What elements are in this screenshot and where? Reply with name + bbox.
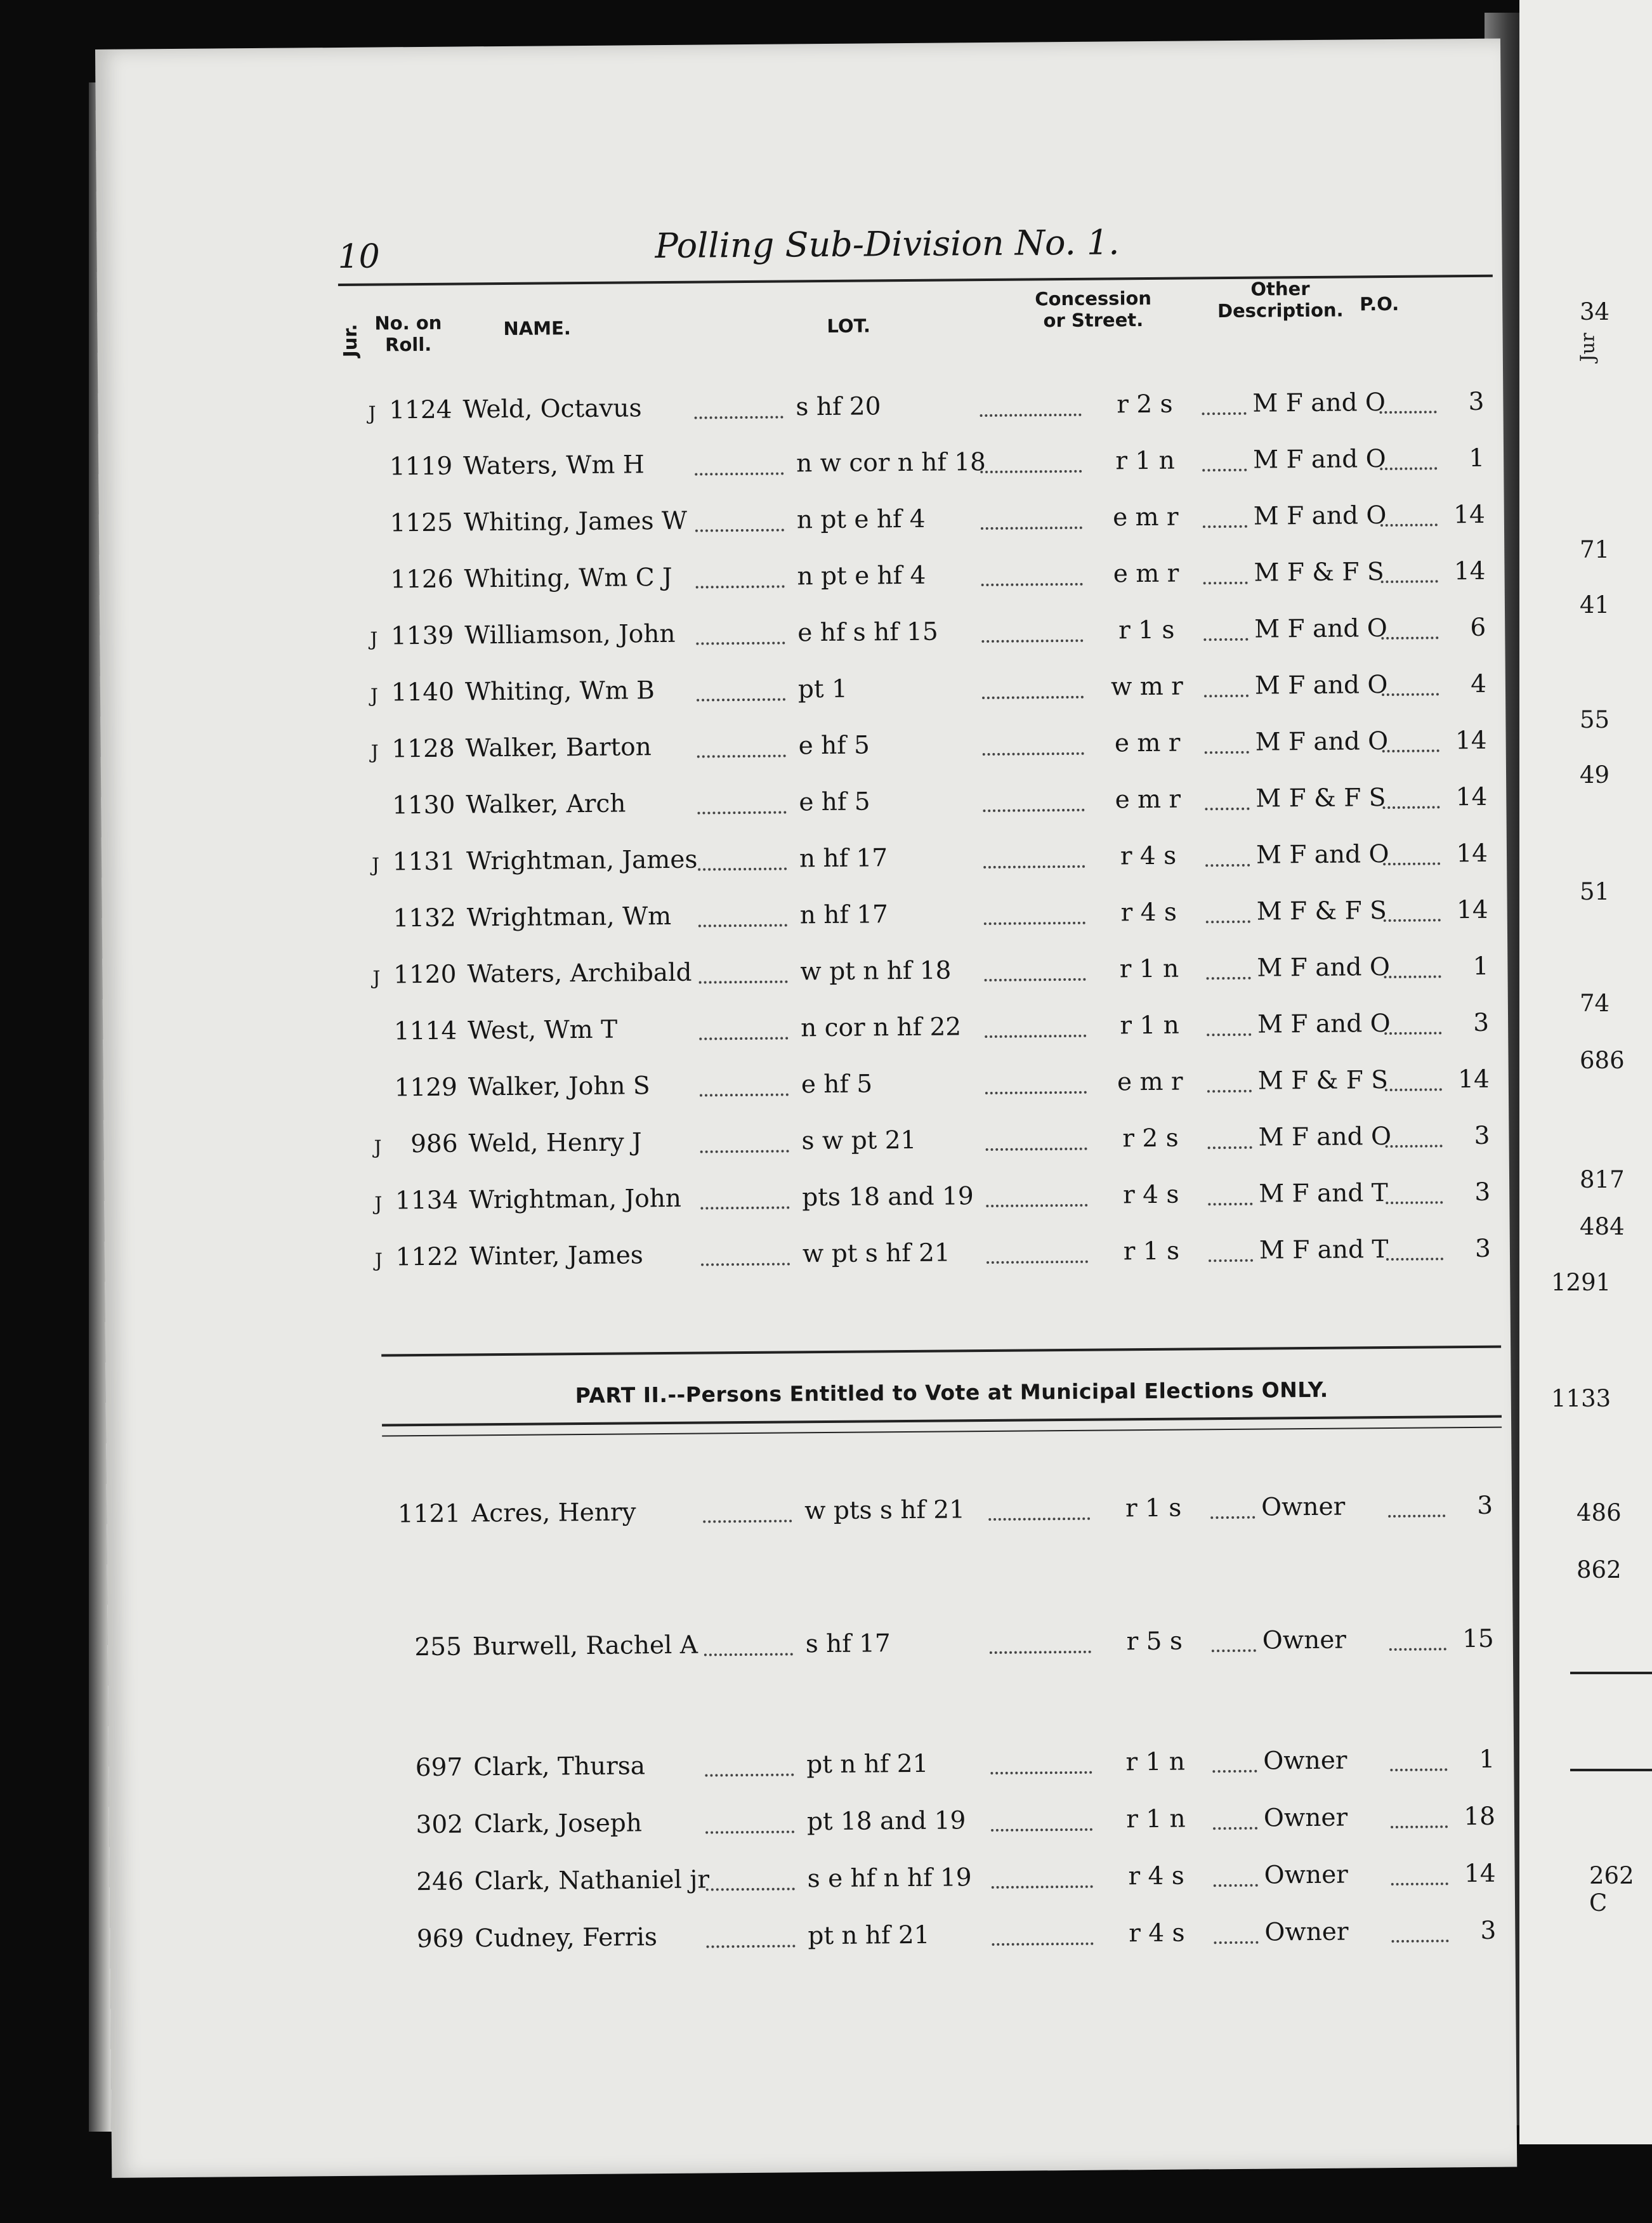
voter-name: Weld, Henry J <box>468 1128 642 1158</box>
post-office: 3 <box>1468 387 1485 417</box>
description: M F and O <box>1255 840 1389 870</box>
concession: r 1 n <box>1126 1804 1186 1834</box>
voter-row <box>348 1492 1502 1540</box>
roll-number: 1121 <box>397 1499 461 1529</box>
dot-leader <box>1380 467 1437 470</box>
col-header-description: Other Description. <box>1217 277 1344 322</box>
facing-roll: 51 <box>1580 878 1610 905</box>
facing-roll: 71 <box>1580 536 1610 563</box>
concession: e m r <box>1117 1067 1183 1097</box>
roll-number: 986 <box>410 1129 458 1159</box>
post-office: 18 <box>1464 1802 1496 1832</box>
jur-mark: J <box>374 1193 383 1216</box>
facing-page <box>1519 0 1652 2144</box>
voter-row <box>340 557 1495 605</box>
dot-leader <box>1389 1648 1446 1651</box>
voter-name: Whiting, Wm B <box>464 676 655 707</box>
dot-leader <box>695 416 783 419</box>
voter-row <box>343 896 1498 944</box>
post-office: 14 <box>1456 895 1488 925</box>
facing-roll: 41 <box>1580 591 1610 619</box>
dot-leader <box>1382 749 1439 752</box>
dot-leader <box>1384 919 1441 922</box>
dot-leader <box>697 698 785 701</box>
dot-leader <box>1390 1768 1447 1771</box>
voter-row <box>339 444 1494 492</box>
post-office: 3 <box>1477 1491 1493 1520</box>
dot-leader <box>698 924 787 927</box>
dot-leader <box>706 1887 795 1891</box>
dot-leader <box>991 1828 1092 1832</box>
concession: r 2 s <box>1122 1124 1179 1153</box>
post-office: 3 <box>1474 1234 1491 1263</box>
concession: r 1 n <box>1115 446 1176 476</box>
dot-leader <box>1214 1884 1258 1887</box>
dot-leader <box>697 811 786 814</box>
dot-leader <box>699 1037 788 1040</box>
col-header-name: NAME. <box>503 317 572 339</box>
dot-leader <box>988 1518 1090 1521</box>
dot-leader <box>992 1943 1093 1946</box>
facing-roll: 1291 <box>1551 1269 1611 1296</box>
roll-number: 1120 <box>393 960 457 990</box>
dot-leader <box>705 1830 794 1833</box>
dot-leader <box>1202 412 1247 416</box>
dot-leader <box>1213 1827 1257 1830</box>
post-office: 14 <box>1453 500 1486 530</box>
dot-leader <box>980 414 1082 417</box>
lot: s w pt 21 <box>801 1125 917 1156</box>
lot: w pt s hf 21 <box>802 1238 950 1269</box>
facing-header: Jur <box>1577 332 1599 362</box>
description: M F and T <box>1259 1179 1388 1209</box>
section-rule-top <box>381 1346 1501 1357</box>
facing-roll: 686 <box>1580 1047 1625 1074</box>
dot-leader <box>1386 1144 1443 1148</box>
dot-leader <box>1384 1032 1441 1035</box>
dot-leader <box>700 1206 789 1209</box>
dot-leader <box>980 470 1082 473</box>
voter-name: Winter, James <box>469 1241 643 1271</box>
dot-leader <box>1382 693 1439 696</box>
voter-name: Clark, Thursa <box>473 1752 646 1782</box>
voter-row <box>345 1178 1500 1226</box>
section-rule-mid <box>382 1415 1502 1427</box>
roll-number: 1129 <box>394 1073 458 1103</box>
dot-leader <box>1203 638 1248 641</box>
lot: pt n hf 21 <box>808 1920 930 1951</box>
jur-mark: J <box>371 854 380 877</box>
description: M F and T <box>1259 1235 1389 1265</box>
voter-row <box>344 1122 1499 1170</box>
post-office: 14 <box>1456 839 1488 869</box>
dot-leader <box>1204 695 1249 698</box>
concession: r 4 s <box>1120 841 1177 871</box>
roll-number: 1131 <box>392 847 456 877</box>
description: M F and O <box>1257 953 1391 983</box>
description: M F and O <box>1258 1122 1392 1152</box>
voter-row <box>344 1065 1499 1113</box>
roll-number: 1132 <box>393 903 456 933</box>
voter-row <box>346 1235 1500 1283</box>
concession: e m r <box>1113 559 1179 589</box>
lot: pt n hf 21 <box>806 1749 929 1780</box>
description: M F and O <box>1257 1009 1391 1039</box>
jur-mark: J <box>374 1249 383 1272</box>
post-office: 3 <box>1474 1121 1490 1150</box>
dot-leader <box>1209 1259 1253 1262</box>
dot-leader <box>985 978 1086 981</box>
description: M F & F S <box>1255 784 1386 813</box>
roll-number: 1119 <box>389 452 453 482</box>
voter-name: Waters, Archibald <box>467 958 692 989</box>
dot-leader <box>986 1204 1087 1207</box>
post-office: 1 <box>1479 1745 1495 1774</box>
dot-leader <box>696 641 785 645</box>
voter-row <box>341 613 1495 662</box>
section-rule-bottom <box>382 1427 1502 1437</box>
lot: pt 18 and 19 <box>806 1806 966 1837</box>
col-header-roll: No. on Roll. <box>374 311 442 356</box>
description: M F & F S <box>1257 1066 1389 1096</box>
dot-leader <box>1391 1882 1448 1885</box>
lot: s e hf n hf 19 <box>807 1863 972 1894</box>
description: Owner <box>1263 1803 1348 1833</box>
dot-leader <box>985 1091 1087 1094</box>
facing-roll: 484 <box>1580 1213 1625 1240</box>
dot-leader <box>1203 525 1247 528</box>
concession: w m r <box>1110 672 1184 702</box>
lot: s hf 20 <box>796 392 881 422</box>
dot-leader <box>1207 1033 1251 1037</box>
post-office: 4 <box>1470 669 1487 699</box>
roll-number: 1114 <box>393 1016 457 1046</box>
voter-name: Weld, Octavus <box>462 394 642 424</box>
dot-leader <box>981 527 1082 530</box>
lot: s hf 17 <box>805 1629 891 1659</box>
dot-leader <box>1391 1825 1448 1828</box>
dot-leader <box>1208 1203 1252 1206</box>
jur-mark: J <box>370 628 378 651</box>
concession: r 1 s <box>1125 1493 1182 1523</box>
voter-row <box>351 1917 1505 1965</box>
dot-leader <box>1383 862 1440 865</box>
voter-name: Walker, Barton <box>465 733 652 763</box>
concession: r 1 n <box>1125 1747 1186 1777</box>
jur-mark: J <box>370 741 379 764</box>
voter-row <box>342 783 1497 831</box>
voter-name: Walker, John S <box>468 1072 650 1102</box>
description: M F & F S <box>1254 558 1384 587</box>
voter-name: Wrightman, John <box>469 1184 682 1215</box>
roll-number: 1124 <box>389 395 452 425</box>
dot-leader <box>984 922 1085 925</box>
part2-heading: PART II.--Persons Entitled to Vote at Municipal Elections ONLY. <box>575 1377 1328 1408</box>
description: M F and O <box>1254 671 1388 700</box>
dot-leader <box>695 528 784 532</box>
dot-leader <box>698 867 787 870</box>
description: M F and O <box>1252 388 1386 418</box>
voter-name: Clark, Nathaniel jr <box>474 1865 710 1896</box>
concession: r 4 s <box>1120 898 1177 928</box>
lot: n cor n hf 22 <box>800 1013 962 1043</box>
voter-row <box>340 501 1495 549</box>
description: M F and O <box>1255 727 1389 757</box>
dot-leader <box>990 1771 1092 1774</box>
lot: w pts s hf 21 <box>804 1495 966 1526</box>
col-header-lot: LOT. <box>827 315 871 337</box>
jur-mark: J <box>370 685 379 707</box>
voter-name: Waters, Wm H <box>463 450 645 481</box>
post-office: 1 <box>1472 952 1489 981</box>
dot-leader <box>1386 1257 1443 1261</box>
voter-name: Acres, Henry <box>471 1498 636 1528</box>
dot-leader <box>1205 864 1250 867</box>
post-office: 3 <box>1474 1177 1491 1207</box>
dot-leader <box>1207 1090 1252 1093</box>
lot: n w cor n hf 18 <box>796 447 987 478</box>
voter-name: Whiting, James W <box>463 506 688 537</box>
lot: e hf s hf 15 <box>797 617 938 648</box>
concession: r 1 n <box>1120 1011 1179 1040</box>
post-office: 14 <box>1458 1065 1490 1094</box>
lot: w pt n hf 18 <box>800 956 952 987</box>
facing-roll: 55 <box>1580 706 1610 733</box>
dot-leader <box>1206 921 1250 924</box>
voter-name: Cudney, Ferris <box>475 1923 658 1953</box>
dot-leader <box>695 472 783 475</box>
roll-number: 246 <box>416 1867 464 1897</box>
post-office: 14 <box>1455 726 1487 756</box>
jur-mark: J <box>368 402 376 425</box>
jur-mark: J <box>374 1136 382 1159</box>
roll-number: 255 <box>414 1632 462 1662</box>
dot-leader <box>696 585 785 588</box>
dot-leader <box>1203 582 1248 585</box>
facing-roll: 74 <box>1580 990 1610 1017</box>
lot: n pt e hf 4 <box>796 504 926 535</box>
post-office: 3 <box>1480 1916 1497 1945</box>
voter-name: Whiting, Wm C J <box>464 563 672 594</box>
voter-name: Walker, Arch <box>466 789 626 820</box>
voter-name: Wrightman, Wm <box>466 902 672 933</box>
voter-row <box>349 1625 1504 1673</box>
voter-name: West, Wm T <box>467 1015 618 1046</box>
dot-leader <box>986 1148 1087 1151</box>
post-office: 15 <box>1462 1624 1494 1654</box>
roll-number: 1130 <box>391 790 456 820</box>
voter-name: Burwell, Rachel A <box>472 1630 698 1662</box>
roll-number: 1122 <box>395 1242 459 1272</box>
dot-leader <box>1381 580 1438 583</box>
voter-row <box>344 1009 1498 1057</box>
dot-leader <box>983 865 1085 869</box>
dot-leader <box>981 639 1083 643</box>
lot: pt 1 <box>797 674 848 704</box>
dot-leader <box>1214 1941 1258 1944</box>
facing-roll: 486 <box>1577 1499 1622 1526</box>
dot-leader <box>697 754 786 757</box>
lot: e hf 5 <box>801 1070 873 1099</box>
roll-number: 1140 <box>391 678 455 707</box>
concession: r 1 n <box>1119 954 1179 984</box>
dot-leader <box>1380 410 1437 414</box>
dot-leader <box>700 1093 789 1096</box>
voter-row <box>350 1745 1504 1793</box>
dot-leader <box>1205 808 1249 811</box>
concession: r 1 s <box>1123 1236 1180 1266</box>
dot-leader <box>1391 1939 1448 1943</box>
dot-leader <box>1384 975 1441 978</box>
lot: n pt e hf 4 <box>797 561 926 591</box>
description: M F and O <box>1252 445 1386 475</box>
col-header-jur: Jur. <box>339 324 362 358</box>
facing-roll: 49 <box>1580 761 1610 789</box>
voter-row <box>351 1859 1505 1908</box>
dot-leader <box>981 583 1083 586</box>
dot-leader <box>1210 1516 1255 1519</box>
facing-roll: 1133 <box>1551 1385 1611 1412</box>
dot-leader <box>990 1651 1091 1654</box>
description: M F and O <box>1254 614 1387 644</box>
roll-number: 302 <box>416 1810 464 1840</box>
dot-leader <box>1386 1201 1443 1204</box>
lot: e hf 5 <box>798 731 870 761</box>
roll-number: 1126 <box>390 565 454 594</box>
facing-roll: 862 <box>1577 1556 1622 1584</box>
roll-number: 1134 <box>395 1186 459 1216</box>
post-office: 14 <box>1453 556 1486 586</box>
voters-list-page <box>95 39 1517 2178</box>
jur-mark: J <box>372 967 381 990</box>
dot-leader <box>1380 523 1438 527</box>
dot-leader <box>985 1035 1086 1038</box>
facing-roll: 34 <box>1580 298 1610 325</box>
roll-number: 969 <box>416 1924 464 1954</box>
dot-leader <box>1212 1649 1256 1653</box>
concession: e m r <box>1112 502 1179 532</box>
dot-leader <box>1202 469 1247 472</box>
running-title: Polling Sub-Division No. 1. <box>655 222 1120 266</box>
dot-leader <box>983 752 1084 756</box>
facing-roll: 262 C <box>1589 1862 1634 1917</box>
voter-row <box>342 726 1497 775</box>
voter-name: Wrightman, James <box>466 845 698 876</box>
concession: r 2 s <box>1117 390 1173 419</box>
voter-name: Williamson, John <box>464 619 676 650</box>
lot: pts 18 and 19 <box>802 1182 974 1212</box>
dot-leader <box>703 1519 792 1523</box>
voter-name: Clark, Joseph <box>473 1809 643 1839</box>
dot-leader <box>707 1944 796 1948</box>
col-header-po: P.O. <box>1360 292 1400 315</box>
voter-row <box>343 839 1497 888</box>
dot-leader <box>1207 977 1251 980</box>
dot-leader <box>987 1261 1088 1264</box>
roll-number: 1128 <box>391 734 455 764</box>
post-office: 14 <box>1455 782 1488 812</box>
concession: e m r <box>1115 785 1181 815</box>
concession: r 5 s <box>1126 1627 1183 1656</box>
dot-leader <box>982 696 1084 699</box>
voter-row <box>341 670 1496 718</box>
concession: r 4 s <box>1129 1918 1185 1948</box>
voter-row <box>350 1802 1505 1851</box>
lot: n hf 17 <box>799 900 889 930</box>
dot-leader <box>1388 1514 1445 1518</box>
page-number: 10 <box>338 237 380 277</box>
post-office: 14 <box>1464 1859 1496 1889</box>
roll-number: 1139 <box>390 621 454 651</box>
dot-leader <box>1382 806 1439 809</box>
voter-row <box>339 388 1493 436</box>
concession: r 4 s <box>1122 1180 1179 1210</box>
description: Owner <box>1262 1625 1347 1655</box>
description: M F and O <box>1253 501 1387 531</box>
description: M F & F S <box>1256 896 1387 926</box>
concession: r 1 s <box>1118 615 1175 645</box>
facing-roll: 817 <box>1580 1166 1625 1193</box>
dot-leader <box>1205 751 1249 754</box>
description: Owner <box>1264 1917 1349 1947</box>
dot-leader <box>699 980 788 983</box>
description: Owner <box>1261 1492 1346 1522</box>
description: Owner <box>1264 1860 1349 1890</box>
roll-number: 1125 <box>390 508 454 538</box>
dot-leader <box>704 1653 793 1656</box>
concession: r 4 s <box>1128 1861 1184 1891</box>
voter-row <box>343 952 1498 1000</box>
lot: n hf 17 <box>799 844 888 874</box>
roll-number: 697 <box>415 1753 463 1783</box>
description: Owner <box>1263 1746 1347 1776</box>
dot-leader <box>1212 1770 1257 1773</box>
post-office: 3 <box>1473 1008 1490 1037</box>
col-header-concession: Concession or Street. <box>1035 287 1152 332</box>
dot-leader <box>705 1773 794 1776</box>
dot-leader <box>1385 1088 1442 1091</box>
concession: e m r <box>1114 728 1181 758</box>
lot: e hf 5 <box>799 787 870 817</box>
dot-leader <box>701 1262 790 1266</box>
dot-leader <box>992 1885 1093 1889</box>
dot-leader <box>983 809 1084 812</box>
dot-leader <box>700 1150 789 1153</box>
post-office: 1 <box>1469 443 1485 473</box>
dot-leader <box>1381 636 1438 639</box>
dot-leader <box>1208 1146 1252 1150</box>
post-office: 6 <box>1470 613 1486 643</box>
